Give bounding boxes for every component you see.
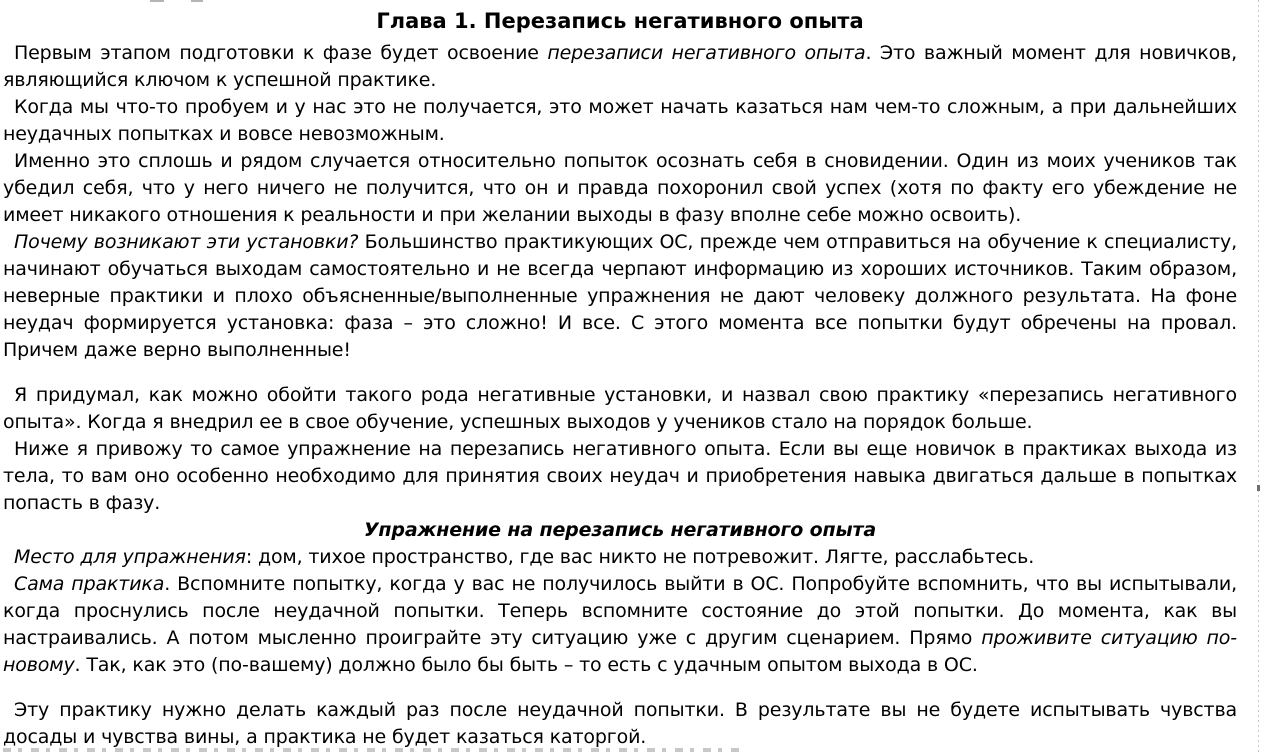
text-run: проживите ситуацию по-новому [3,627,1237,676]
text-run: Почему возникают эти установки? [14,231,359,253]
paragraph [3,148,1237,229]
text-run: : дом, тихое пространство, где вас никто не потревожит. Лягте, расслабьтесь. [245,546,1035,568]
section-title [3,517,1237,544]
text-run: . Так, как это (по-вашему) должно было бы быть – то есть с удачным опытом выхода в ОС. [74,654,978,676]
clipped-text-line-bottom [3,748,743,752]
paragraph [3,544,1237,571]
paragraph [3,229,1237,364]
paragraph [3,382,1237,436]
paragraph [3,436,1237,517]
text-run: Упражнение на перезапись негативного опыта [363,519,877,541]
paragraph [3,94,1237,148]
text-run: Когда мы что-то пробуем и у нас это не получается, это может начать казаться нам чем-то сложным, а при дальнейших неудачных попытках и вовсе невозможным. [3,96,1237,145]
chapter-title [3,7,1237,35]
text-run: Большинство практикующих ОС, прежде чем отправиться на обучение к специалисту, начинают обучаться выходам самостоятельно и не всегда черпают информацию из хороших источников. Таким образом, неверные практики и плохо объясненные/выполненные упражнения не дают человеку должного результата. На фоне неудач формируется установка: фаза – это сложно! И все. С этого момента все попытки будут обречены на провал. Причем даже верно выполненные! [3,231,1237,361]
text-run: Глава 1. Перезапись негативного опыта [376,9,864,33]
reader-content [3,0,1237,751]
text-run: Место для упражнения [14,546,246,568]
text-run: Именно это сплошь и рядом случается относительно попыток осознать себя в сновидении. Один из моих учеников так убедил себя, что у него ничего не получится, что он и правда похоронил свой успех (хотя по факту его убеждение не имеет никакого отношения к реальности и при желании выходы в фазу вполне себе можно освоить). [3,150,1237,226]
text-run: Эту практику нужно делать каждый раз после неудачной попытки. В результате вы не будете испытывать чувства досады и чувства вины, а практика не будет казаться каторгой. [3,699,1237,748]
scrollbar-track[interactable] [1258,0,1259,752]
paragraph-spacer [3,679,1237,697]
text-run: Я придумал, как можно обойти такого рода негативные установки, и назвал свою практику «перезапись негативного опыта». Когда я внедрил ее в свое обучение, успешных выходов у учеников стало на порядок больше. [3,384,1237,433]
text-run: . Вспомните попытку, когда у вас не получилось выйти в ОС. Попробуйте вспомнить, что вы испытывали, когда проснулись после неудачной попытки. Теперь вспомните состояние до этой попытки. До момента, как вы настраивались. А потом мысленно проиграйте эту ситуацию уже с другим сценарием. Прямо [3,573,1237,649]
scrollbar-thumb[interactable] [1257,485,1260,491]
text-run: Первым этапом подготовки к фазе будет освоение [14,42,548,64]
text-run: Ниже я привожу то самое упражнение на перезапись негативного опыта. Если вы еще новичок в практиках выхода из тела, то вам оно особенно необходимо для принятия своих неудач и приобретения навыка двигаться дальше в попытках попасть в фазу. [3,438,1237,514]
paragraph [3,571,1237,679]
text-run: . Это важный момент для новичков, являющийся ключом к успешной практике. [3,42,1237,91]
text-run: Сама практика [14,573,165,595]
paragraph [3,697,1237,751]
paragraph [3,40,1237,94]
text-run: перезаписи негативного опыта [547,42,866,64]
paragraph-spacer [3,364,1237,382]
